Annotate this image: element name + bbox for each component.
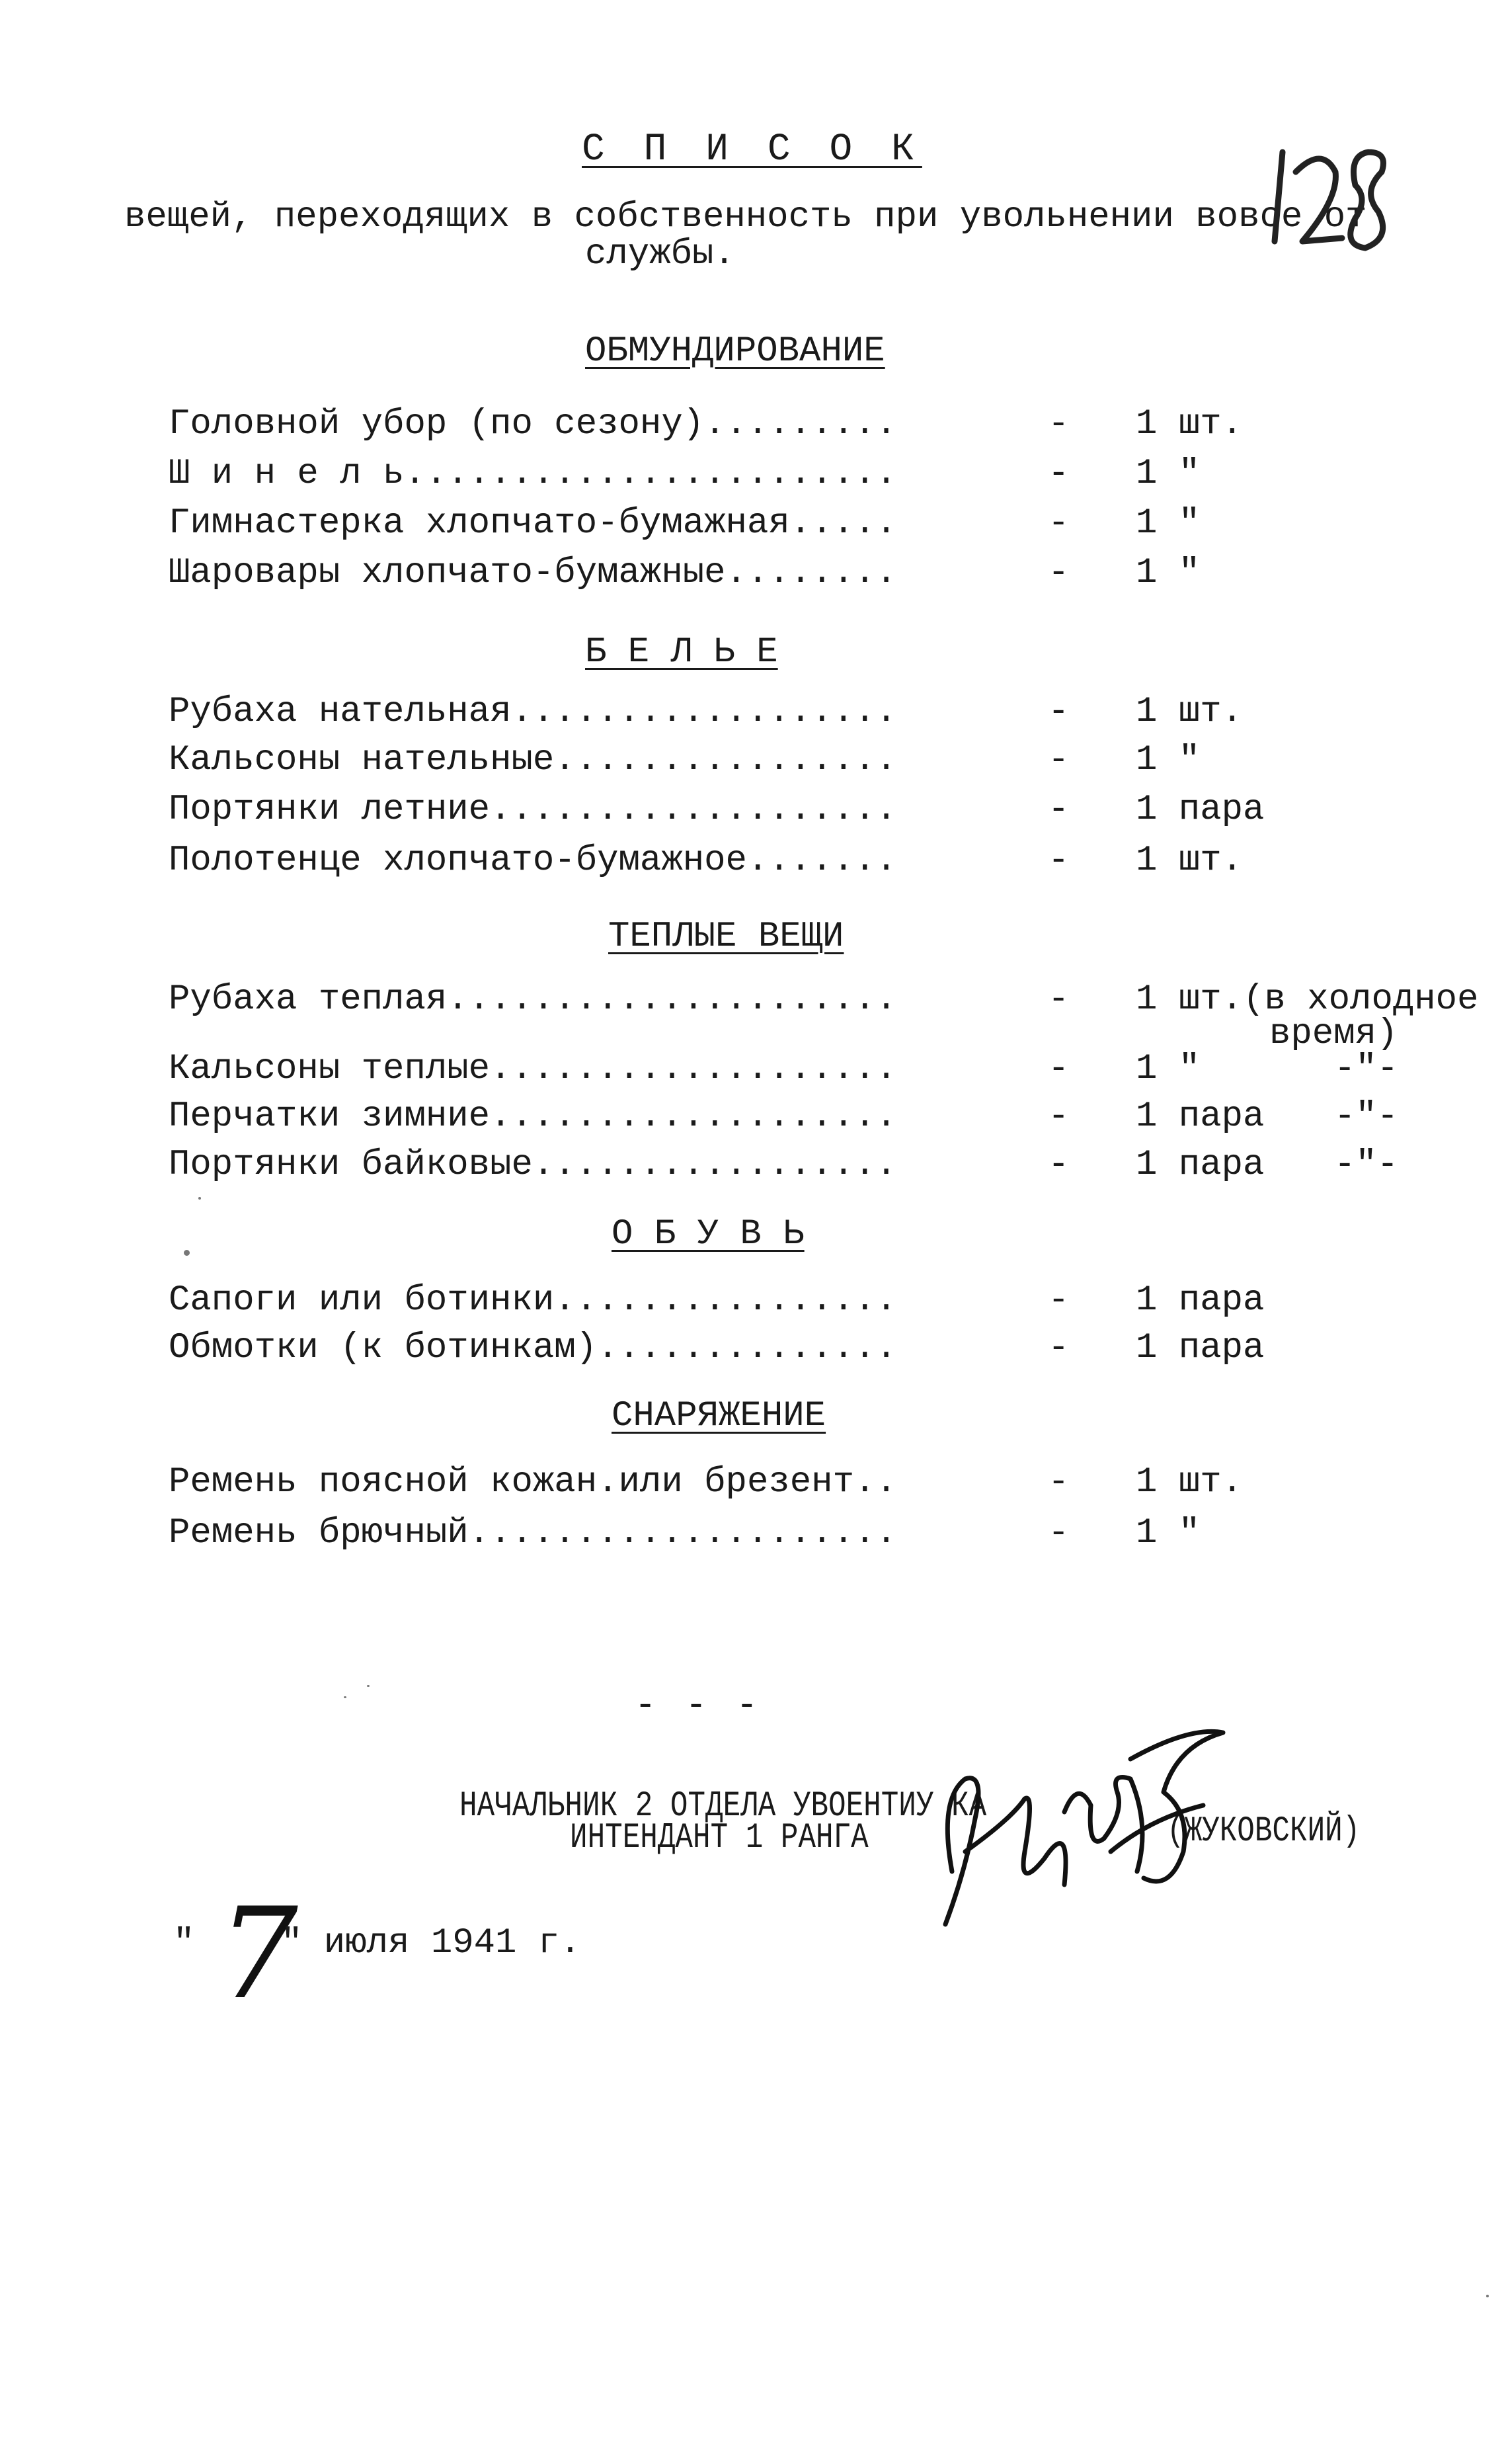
- item-dash: -: [1048, 1096, 1070, 1137]
- item-dash: -: [1048, 979, 1070, 1020]
- item-quantity: 1 пара: [1136, 1280, 1265, 1321]
- section-heading: О Б У В Ь: [612, 1214, 805, 1254]
- signature-title-line2: ИНТЕНДАНТ 1 РАНГА: [570, 1818, 869, 1858]
- item-quantity: 1 ": [1136, 503, 1201, 544]
- item-dash: -: [1048, 1280, 1070, 1321]
- item-dash: -: [1048, 692, 1070, 732]
- item-name: Перчатки зимние...................: [169, 1096, 897, 1137]
- item-dash: -: [1048, 404, 1070, 444]
- item-quantity: 1 шт.(в холодное: [1136, 979, 1479, 1020]
- date-open-quote: ": [173, 1923, 195, 1963]
- separator: - - -: [635, 1686, 762, 1726]
- date-day: 7: [218, 1881, 298, 2027]
- item-note: -"-: [1334, 1145, 1399, 1185]
- item-name: Головной убор (по сезону).........: [169, 404, 897, 444]
- item-quantity: 1 ": [1136, 553, 1201, 593]
- item-quantity: 1 ": [1136, 454, 1201, 494]
- item-quantity: 1 шт.: [1136, 1462, 1244, 1502]
- item-name: Полотенце хлопчато-бумажное.......: [169, 841, 897, 881]
- item-dash: -: [1048, 740, 1070, 780]
- item-name: Портянки летние...................: [169, 790, 897, 830]
- item-dash: -: [1048, 1145, 1070, 1185]
- handwritten-signature: [912, 1719, 1230, 1944]
- scan-speck: [198, 1197, 201, 1200]
- signature-title-line1: НАЧАЛЬНИК 2 ОТДЕЛА УВОЕНТИУ КА: [459, 1786, 987, 1827]
- signatory-name: (ЖУКОВСКИЙ): [1167, 1811, 1361, 1852]
- item-name: Рубаха нательная..................: [169, 692, 897, 732]
- document-subtitle-line1: вещей, переходящих в собственность при увольнении вовсе от: [124, 197, 1367, 237]
- item-quantity: 1 ": [1136, 1049, 1201, 1089]
- section-heading: ОБМУНДИРОВАНИЕ: [585, 331, 885, 372]
- scan-speck: [344, 1696, 346, 1698]
- item-quantity: 1 пара: [1136, 1145, 1265, 1185]
- scan-speck: [367, 1685, 370, 1687]
- item-dash: -: [1048, 454, 1070, 494]
- item-name: Шаровары хлопчато-бумажные........: [169, 553, 897, 593]
- item-quantity: 1 шт.: [1136, 841, 1244, 881]
- item-name: Гимнастерка хлопчато-бумажная.....: [169, 503, 897, 544]
- item-quantity: 1 ": [1136, 740, 1201, 780]
- item-note: -"-: [1334, 1049, 1399, 1089]
- item-name: Портянки байковые.................: [169, 1145, 897, 1185]
- item-name: Обмотки (к ботинкам)..............: [169, 1328, 897, 1368]
- item-name: Кальсоны нательные................: [169, 740, 897, 780]
- item-quantity: 1 ": [1136, 1513, 1201, 1553]
- item-dash: -: [1048, 1328, 1070, 1368]
- item-quantity: 1 шт.: [1136, 404, 1244, 444]
- item-dash: -: [1048, 1462, 1070, 1502]
- item-name: Ремень поясной кожан.или брезент..: [169, 1462, 897, 1502]
- item-dash: -: [1048, 1513, 1070, 1553]
- item-dash: -: [1048, 841, 1070, 881]
- item-dash: -: [1048, 1049, 1070, 1089]
- date-rest: " июля 1941 г.: [281, 1923, 581, 1963]
- item-note: -"-: [1334, 1096, 1399, 1137]
- item-name: Ремень брючный....................: [169, 1513, 897, 1553]
- item-name: Сапоги или ботинки................: [169, 1280, 897, 1321]
- document-title: С П И С О К: [582, 128, 922, 171]
- item-name: Ш и н е л ь.......................: [169, 454, 897, 494]
- scan-speck: [184, 1250, 190, 1256]
- section-heading: СНАРЯЖЕНИЕ: [612, 1396, 826, 1436]
- item-dash: -: [1048, 790, 1070, 830]
- item-quantity-continued: время): [1269, 1014, 1398, 1054]
- item-dash: -: [1048, 503, 1070, 544]
- section-heading: Б Е Л Ь Е: [585, 632, 778, 673]
- item-quantity: 1 пара: [1136, 1328, 1265, 1368]
- item-name: Рубаха теплая.....................: [169, 979, 897, 1020]
- item-name: Кальсоны теплые...................: [169, 1049, 897, 1089]
- item-quantity: 1 пара: [1136, 1096, 1265, 1137]
- archive-number-handwritten: [1256, 126, 1402, 271]
- scan-speck: [1486, 2295, 1489, 2297]
- document-subtitle-line2: службы.: [585, 234, 735, 274]
- item-quantity: 1 шт.: [1136, 692, 1244, 732]
- section-heading: ТЕПЛЫЕ ВЕЩИ: [608, 917, 844, 957]
- item-dash: -: [1048, 553, 1070, 593]
- item-quantity: 1 пара: [1136, 790, 1265, 830]
